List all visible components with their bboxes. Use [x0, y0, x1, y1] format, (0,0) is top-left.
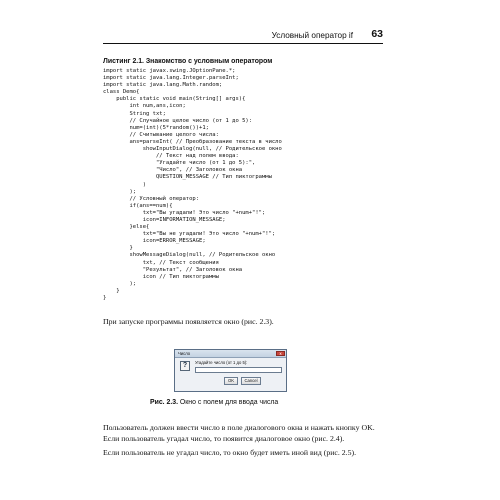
running-title: Условный оператор if	[271, 31, 353, 40]
page-header	[103, 26, 383, 44]
code-line: txt="Вы угадали! Это число "+num+"!";	[103, 209, 266, 216]
code-line: }	[103, 287, 120, 294]
code-line: icon // Тип пиктограммы	[103, 273, 219, 280]
code-line: int num,ans,icon;	[103, 103, 186, 110]
code-line: )	[103, 181, 147, 188]
code-line: import static javax.swing.JOptionPane.*;	[103, 68, 236, 74]
code-line: import static java.lang.Math.random;	[103, 82, 223, 89]
code-line: showInputDialog(null, // Родительское окно	[103, 146, 282, 153]
paragraph-line: Пользователь должен ввести число в поле диалогового окна и нажать кнопку OK.	[103, 423, 375, 432]
code-line: // Условный оператор:	[103, 195, 200, 202]
code-line: ans=parseInt( // Преобразование текста в число	[103, 138, 282, 145]
code-line: }else{	[103, 224, 150, 231]
code-line: public static void main(String[] args){	[103, 96, 246, 103]
code-line: showMessageDialog(null, // Родительское окно	[103, 252, 276, 259]
code-listing	[103, 68, 282, 302]
dialog-titlebar	[175, 350, 286, 358]
code-line: "Число", // Заголовок окна	[103, 167, 243, 174]
dialog-title: Число	[178, 351, 191, 356]
figure-label: Рис. 2.3.	[150, 399, 178, 406]
input-dialog-figure	[174, 349, 287, 392]
code-line: txt, // Текст сообщения	[103, 259, 219, 266]
code-line: icon=INFORMATION_MESSAGE;	[103, 216, 226, 223]
code-line: // Случайное целое число (от 1 до 5):	[103, 117, 253, 124]
code-line: );	[103, 280, 137, 287]
paragraph-wrong-guess: Если пользователь не угадал число, то окно будет иметь иной вид (рис. 2.5).	[103, 448, 357, 457]
code-line: if(ans==num){	[103, 202, 173, 209]
code-line: import static java.lang.Integer.parseInt;	[103, 75, 239, 82]
figure-caption	[150, 399, 278, 406]
code-line: "Угадайте число (от 1 до 5):",	[103, 160, 256, 167]
code-line: }	[103, 245, 133, 252]
paragraph-line: Если пользователь угадал число, то появится диалоговое окно (рис. 2.4).	[103, 433, 345, 443]
figure-caption-text: Окно с полем для ввода числа	[179, 399, 279, 406]
code-line: // Текст над полем ввода:	[103, 153, 239, 160]
code-line: txt="Вы не угадали! Это число "+num+"!";	[103, 231, 276, 238]
number-input[interactable]	[195, 367, 282, 373]
code-line: // Считывание целого числа:	[103, 131, 219, 138]
listing-title: Листинг 2.1. Знакомство с условным оператором	[103, 58, 273, 65]
code-line: "Результат", // Заголовок окна	[103, 266, 243, 273]
dialog-prompt: Угадайте число (от 1 до 5):	[195, 360, 248, 365]
code-line: QUESTION_MESSAGE // Тип пиктограммы	[103, 174, 272, 181]
paragraph-instructions	[103, 423, 375, 444]
code-line: icon=ERROR_MESSAGE;	[103, 238, 206, 245]
page-number: 63	[371, 28, 383, 40]
code-line: class Demo{	[103, 89, 140, 96]
ok-button[interactable]: OK	[224, 377, 238, 385]
question-icon: ?	[180, 361, 190, 371]
paragraph-intro: При запуске программы появляется окно (рис. 2.3).	[103, 317, 274, 326]
cancel-button[interactable]: Cancel	[241, 377, 261, 385]
code-line: );	[103, 188, 137, 195]
code-line: }	[103, 295, 107, 301]
close-icon[interactable]: x	[276, 351, 285, 356]
code-line: String txt;	[103, 110, 166, 117]
code-line: num=(int)(5*random())+1;	[103, 124, 209, 131]
header-rule	[103, 43, 383, 44]
